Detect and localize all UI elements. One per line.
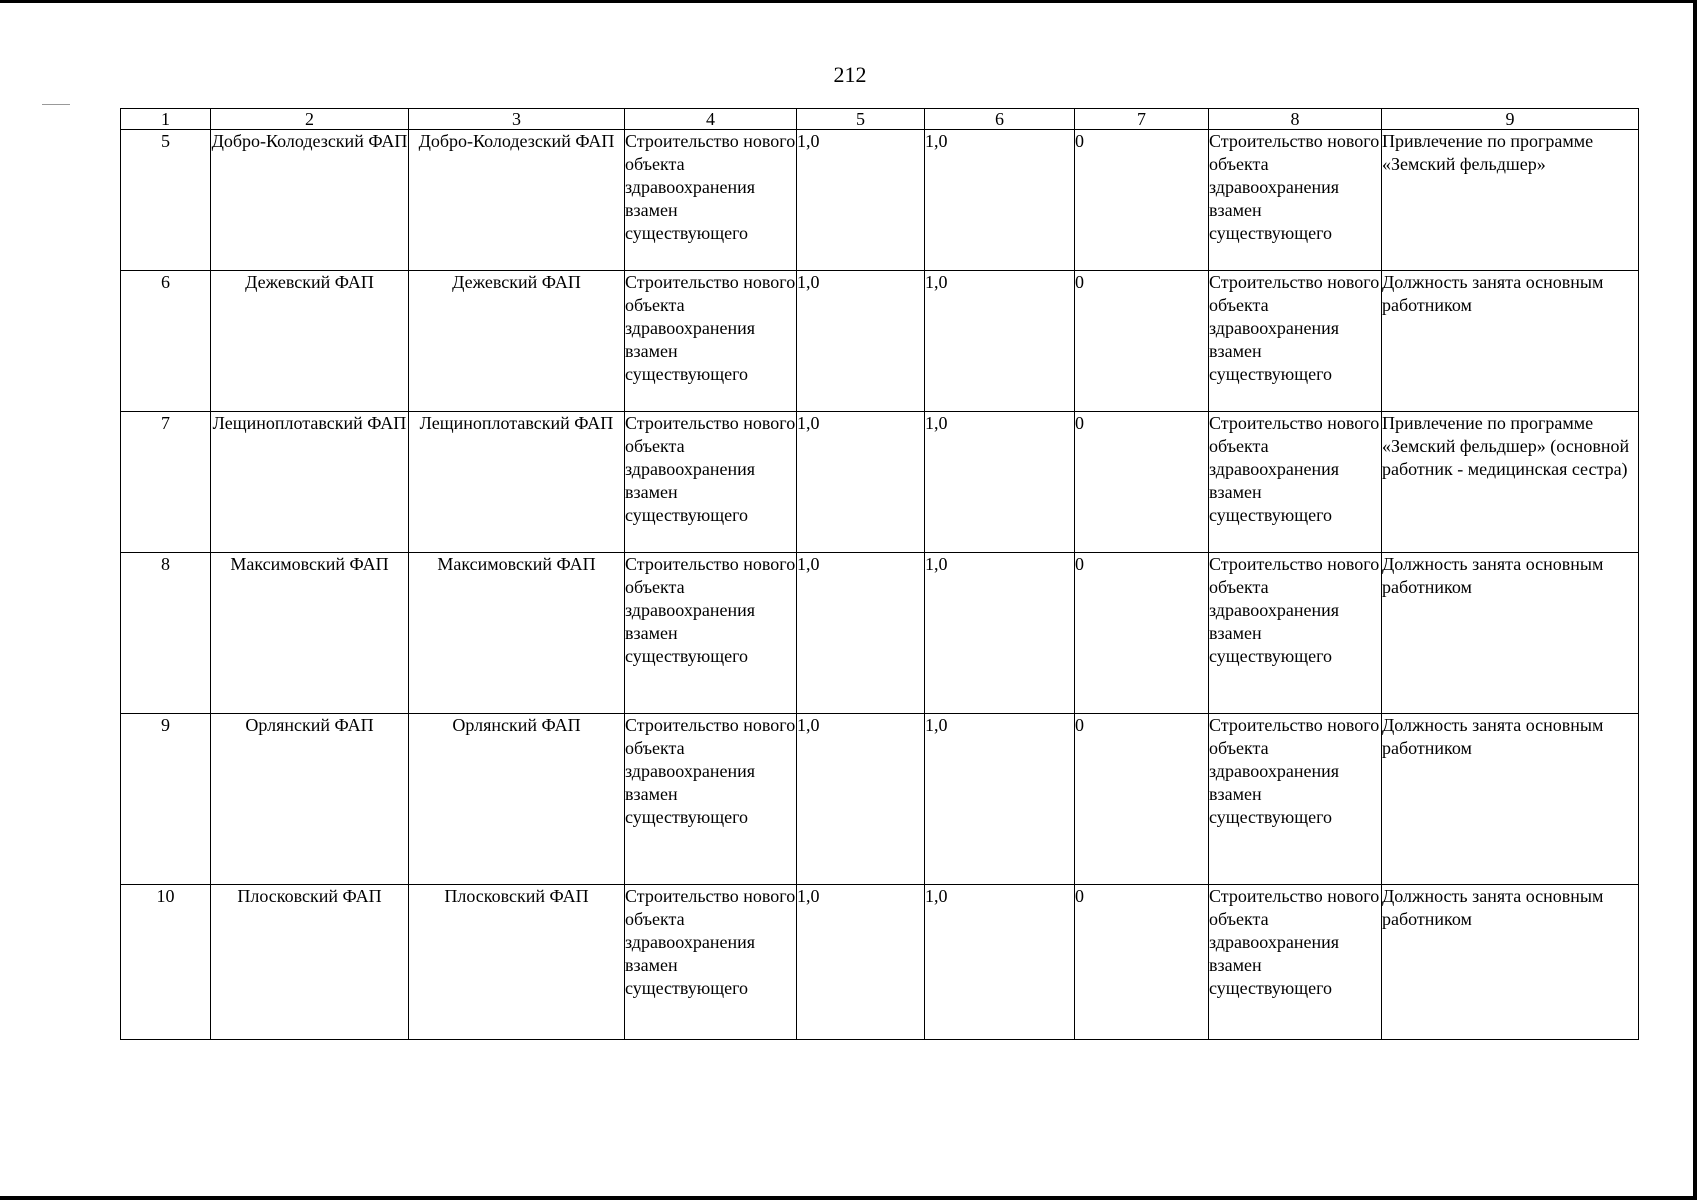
note-text: Должность занята основным работником [1382, 553, 1639, 714]
plan-text: Строительство нового объекта здравоохранения взамен существующего [625, 412, 797, 553]
table-row [121, 714, 1639, 885]
value-col-5: 1,0 [797, 412, 925, 553]
facility-name: Орлянский ФАП [409, 714, 625, 885]
value-col-6: 1,0 [925, 412, 1075, 553]
facility-name: Лещиноплотавский ФАП [409, 412, 625, 553]
value-col-7: 0 [1075, 130, 1209, 271]
value-col-7: 0 [1075, 553, 1209, 714]
value-col-6: 1,0 [925, 553, 1075, 714]
fap-name: Орлянский ФАП [211, 714, 409, 885]
row-number: 5 [121, 130, 211, 271]
table-row [121, 885, 1639, 1040]
column-header-5: 5 [797, 109, 925, 130]
action-text: Строительство нового объекта здравоохранения взамен существующего [1209, 885, 1382, 1040]
page-number: 212 [833, 62, 867, 87]
table-row [121, 553, 1639, 714]
row-number: 6 [121, 271, 211, 412]
note-text: Должность занята основным работником [1382, 885, 1639, 1040]
plan-text: Строительство нового объекта здравоохранения взамен существующего [625, 714, 797, 885]
value-col-5: 1,0 [797, 130, 925, 271]
note-text: Должность занята основным работником [1382, 271, 1639, 412]
fap-name: Максимовский ФАП [211, 553, 409, 714]
value-col-5: 1,0 [797, 714, 925, 885]
plan-text: Строительство нового объекта здравоохранения взамен существующего [625, 885, 797, 1040]
facility-name: Максимовский ФАП [409, 553, 625, 714]
value-col-5: 1,0 [797, 271, 925, 412]
column-header-9: 9 [1382, 109, 1639, 130]
action-text: Строительство нового объекта здравоохранения взамен существующего [1209, 553, 1382, 714]
row-number: 9 [121, 714, 211, 885]
plan-text: Строительство нового объекта здравоохранения взамен существующего [625, 130, 797, 271]
note-text: Должность занята основным работником [1382, 714, 1639, 885]
action-text: Строительство нового объекта здравоохранения взамен существующего [1209, 412, 1382, 553]
value-col-5: 1,0 [797, 885, 925, 1040]
value-col-7: 0 [1075, 714, 1209, 885]
row-number: 8 [121, 553, 211, 714]
table-row [121, 271, 1639, 412]
table-row [121, 412, 1639, 553]
facility-name: Плосковский ФАП [409, 885, 625, 1040]
column-header-7: 7 [1075, 109, 1209, 130]
row-number: 10 [121, 885, 211, 1040]
note-text: Привлечение по программе «Земский фельдшер» (основной работник - медицинская сестра) [1382, 412, 1639, 553]
scan-border-bottom [0, 1196, 1697, 1200]
column-header-4: 4 [625, 109, 797, 130]
facility-name: Дежевский ФАП [409, 271, 625, 412]
fap-name: Лещиноплотавский ФАП [211, 412, 409, 553]
table-row [121, 130, 1639, 271]
plan-text: Строительство нового объекта здравоохранения взамен существующего [625, 271, 797, 412]
column-header-2: 2 [211, 109, 409, 130]
fap-name: Добро-Колодезский ФАП [211, 130, 409, 271]
value-col-6: 1,0 [925, 271, 1075, 412]
facility-name: Добро-Колодезский ФАП [409, 130, 625, 271]
column-header-3: 3 [409, 109, 625, 130]
note-text: Привлечение по программе «Земский фельдшер» [1382, 130, 1639, 271]
column-header-8: 8 [1209, 109, 1382, 130]
column-header-1: 1 [121, 109, 211, 130]
value-col-7: 0 [1075, 885, 1209, 1040]
value-col-5: 1,0 [797, 553, 925, 714]
fap-name: Дежевский ФАП [211, 271, 409, 412]
action-text: Строительство нового объекта здравоохранения взамен существующего [1209, 130, 1382, 271]
action-text: Строительство нового объекта здравоохранения взамен существующего [1209, 271, 1382, 412]
action-text: Строительство нового объекта здравоохранения взамен существующего [1209, 714, 1382, 885]
value-col-6: 1,0 [925, 885, 1075, 1040]
scan-border-right [1693, 0, 1697, 1200]
column-header-6: 6 [925, 109, 1075, 130]
value-col-6: 1,0 [925, 130, 1075, 271]
scan-mark [42, 104, 70, 105]
column-number-row [121, 109, 1639, 130]
value-col-7: 0 [1075, 271, 1209, 412]
row-number: 7 [121, 412, 211, 553]
value-col-7: 0 [1075, 412, 1209, 553]
value-col-6: 1,0 [925, 714, 1075, 885]
document-table [120, 108, 1639, 1040]
fap-name: Плосковский ФАП [211, 885, 409, 1040]
scan-border-top [0, 0, 1697, 3]
plan-text: Строительство нового объекта здравоохранения взамен существующего [625, 553, 797, 714]
